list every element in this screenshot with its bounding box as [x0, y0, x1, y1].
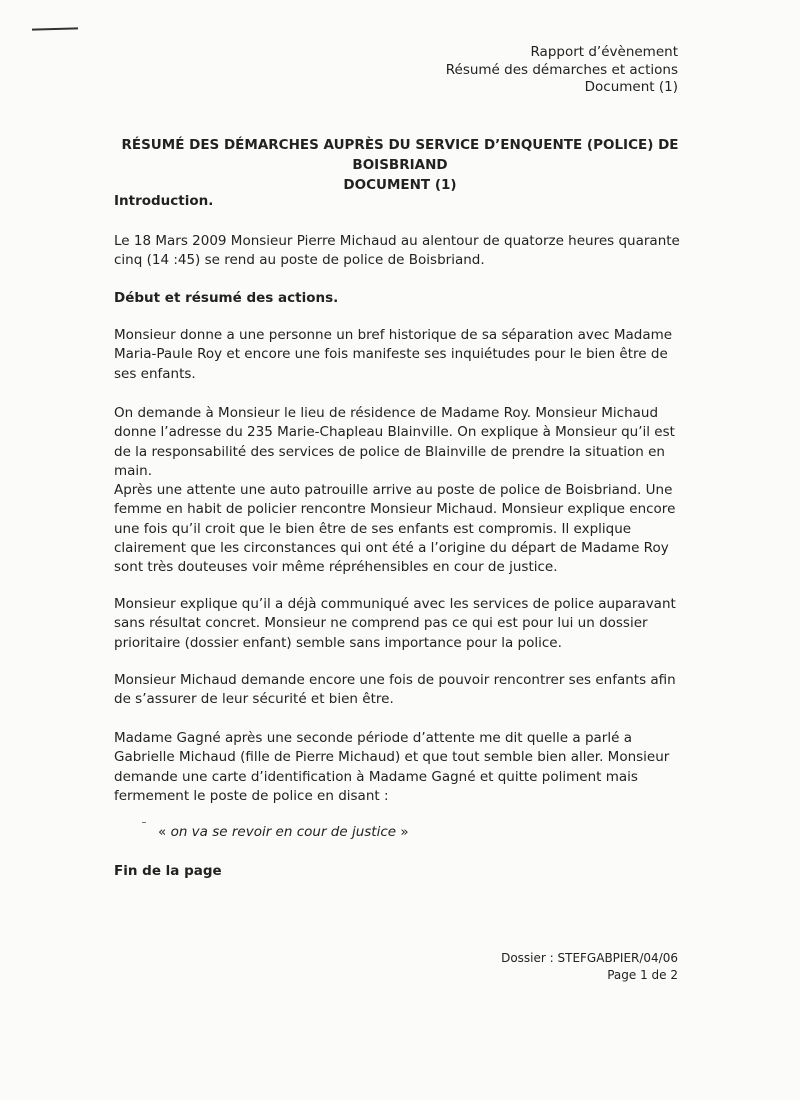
- end-of-page-label: Fin de la page: [114, 863, 222, 879]
- header-document-number: Document (1): [584, 79, 678, 95]
- actions-paragraph-4: Monsieur explique qu’il a déjà communiqué avec les services de police auparavant sans résultat concret. Monsieur ne comprend pas ce qui est pour lui un dossier prioritaire (dossier enfant) semble sans importance pour la police.: [114, 596, 676, 651]
- actions-paragraph-6: Madame Gagné après une seconde période d’attente me dit quelle a parlé a Gabrielle Michaud (fille de Pierre Michaud) et que tout semble bien aller. Monsieur demande une carte d’identification à Madame Gagné et quitte poliment mais fermement le poste de police en disant :: [114, 730, 670, 804]
- document-footer: [501, 950, 678, 984]
- footer-page-number: Page 1 de 2: [607, 968, 678, 982]
- actions-paragraph-5: Monsieur Michaud demande encore une fois de pouvoir rencontrer ses enfants afin de s’assurer de leur sécurité et bien être.: [114, 672, 676, 708]
- document-header: [446, 44, 678, 97]
- pen-mark: [32, 27, 78, 30]
- actions-heading: Début et résumé des actions.: [114, 290, 339, 306]
- page-title: [100, 135, 700, 195]
- title-line-2: DOCUMENT (1): [343, 177, 457, 193]
- introduction-heading: Introduction.: [114, 193, 214, 209]
- title-line-1: RÉSUMÉ DES DÉMARCHES AUPRÈS DU SERVICE D’ENQUENTE (POLICE) DE BOISBRIAND: [121, 137, 679, 173]
- quote-open-mark: «: [158, 824, 171, 840]
- header-report-type: Rapport d’évènement: [530, 44, 678, 60]
- quote-text: on va se revoir en cour de justice: [170, 824, 397, 840]
- actions-paragraph-1: Monsieur donne a une personne un bref historique de sa séparation avec Madame Maria-Paule Roy et encore une fois manifeste ses inquiétudes pour le bien être de ses enfants.: [114, 327, 673, 382]
- actions-paragraph-2: On demande à Monsieur le lieu de résidence de Madame Roy. Monsieur Michaud donne l’adresse du 235 Marie-Chapleau Blainville. On explique à Monsieur qu’il est de la responsabilité des services de police de Blainville de prendre la situation en main.: [114, 405, 675, 479]
- closing-quote: [158, 824, 409, 840]
- bullet-dash: [142, 822, 146, 823]
- footer-dossier: Dossier : STEFGABPIER/04/06: [501, 951, 678, 965]
- quote-close-mark: »: [396, 824, 409, 840]
- actions-paragraph-3: Après une attente une auto patrouille arrive au poste de police de Boisbriand. Une femme en habit de policier rencontre Monsieur Michaud. Monsieur explique encore une fois qu’il croit que le bien être de ses enfants est compromis. Il explique clairement que les circonstances qui ont été a l’origine du départ de Madame Roy sont très douteuses voir même répréhensibles en cour de justice.: [114, 482, 676, 576]
- header-summary: Résumé des démarches et actions: [445, 61, 678, 78]
- introduction-paragraph: Le 18 Mars 2009 Monsieur Pierre Michaud au alentour de quatorze heures quarante cinq (14 :45) se rend au poste de police de Boisbriand.: [114, 233, 680, 269]
